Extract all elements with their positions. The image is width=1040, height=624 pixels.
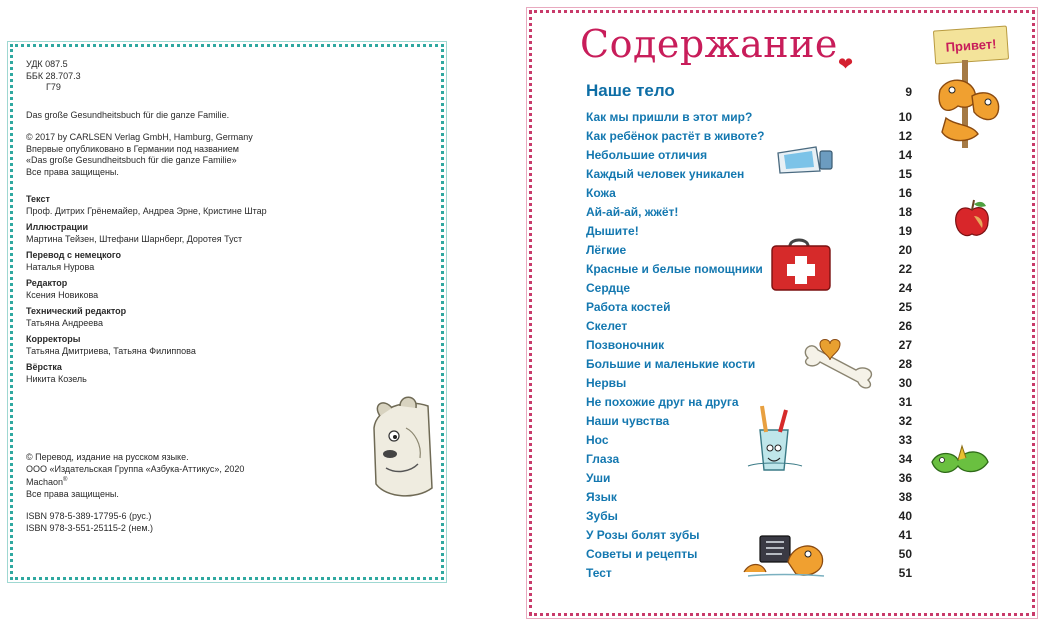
green-dragon-illustration [928, 440, 992, 480]
rights-line: Все права защищены. [26, 166, 119, 177]
toc-entry[interactable] [586, 126, 912, 145]
toc-entry-title[interactable]: Сердце [586, 280, 631, 295]
toc-entry-title[interactable]: Уши [586, 470, 611, 485]
contents-title: Содержание [580, 22, 838, 66]
credits-list [26, 194, 316, 385]
credit-entry [26, 306, 316, 329]
toc-entry-title[interactable]: Глаза [586, 451, 620, 466]
toc-entry[interactable] [586, 164, 912, 183]
greeting-sign [933, 25, 1009, 64]
toc-entry-page: 34 [898, 451, 912, 466]
dragon-xray-illustration [742, 532, 828, 580]
toc-entry-title[interactable]: Работа костей [586, 299, 671, 314]
toc-entry[interactable] [586, 316, 912, 335]
toc-entry[interactable] [586, 297, 912, 316]
toc-entry-title[interactable]: Нервы [586, 375, 627, 390]
toc-entry-page: 51 [898, 565, 912, 580]
credit-label: Технический редактор [26, 306, 127, 316]
toc-entry[interactable] [586, 278, 912, 297]
toc-entry-page: 38 [898, 489, 912, 504]
credit-entry [26, 222, 316, 245]
toc-entry-page: 26 [898, 318, 912, 333]
toc-entry-title[interactable]: У Розы болят зубы [586, 527, 700, 542]
dragon-on-pole-illustration [928, 60, 1008, 150]
peeking-dog-illustration [366, 388, 438, 508]
toc-entry-page: 40 [898, 508, 912, 523]
toc-entry-title[interactable]: Язык [586, 489, 617, 504]
isbn-german: ISBN 978-3-551-25115-2 (нем.) [26, 522, 154, 533]
first-aid-kit-illustration [768, 236, 834, 294]
toc-entry-title[interactable]: Как мы пришли в этот мир? [586, 109, 753, 124]
toc-entry-page: 31 [898, 394, 912, 409]
toc-section-title[interactable]: Наше тело [586, 81, 675, 100]
toc-section-page: 9 [905, 85, 912, 99]
credit-label: Перевод с немецкого [26, 250, 122, 260]
toc-entry-title[interactable]: Позвоночник [586, 337, 665, 352]
copyright-line: © 2017 by CARLSEN Verlag GmbH, Hamburg, Germany [26, 132, 253, 142]
credit-entry [26, 362, 316, 385]
toc-entry-page: 20 [898, 242, 912, 257]
toothbrush-cup-illustration [744, 404, 804, 474]
toc-entry-title[interactable]: Дышите! [586, 223, 639, 238]
toc-entry-page: 15 [898, 166, 912, 181]
toc-entry-page: 25 [898, 299, 912, 314]
credit-label: Редактор [26, 278, 68, 288]
credit-entry [26, 278, 316, 301]
toc-entry-page: 12 [898, 128, 912, 143]
toc-entry-page: 36 [898, 470, 912, 485]
toc-entry[interactable] [586, 183, 912, 202]
toc-entry[interactable] [586, 240, 912, 259]
toc-entry-page: 18 [898, 204, 912, 219]
toc-entry[interactable] [586, 487, 912, 506]
imprint-block [26, 59, 316, 534]
toc-entry-title[interactable]: Как ребёнок растёт в животе? [586, 128, 765, 143]
author-code: Г79 [46, 82, 61, 92]
credit-entry [26, 250, 316, 273]
credit-value: Наталья Нурова [26, 261, 95, 272]
toc-entry-title[interactable]: Большие и маленькие кости [586, 356, 756, 371]
toc-entry[interactable] [586, 145, 912, 164]
toc-entry-page: 14 [898, 147, 912, 162]
greeting-sign-text: Привет! [945, 35, 997, 55]
toc-entry-page: 16 [898, 185, 912, 200]
toc-entry-page: 50 [898, 546, 912, 561]
isbn-russian: ISBN 978-5-389-17795-6 (рус.) [26, 511, 152, 521]
toc-entry[interactable] [586, 506, 912, 525]
toc-entry[interactable] [586, 221, 912, 240]
toc-entry-title[interactable]: Советы и рецепты [586, 546, 698, 561]
toc-entry-title[interactable]: Лёгкие [586, 242, 627, 257]
credit-value: Ксения Новикова [26, 289, 99, 300]
toc-entry-page: 41 [898, 527, 912, 542]
toc-entry-page: 10 [898, 109, 912, 124]
toc-entry[interactable] [586, 107, 912, 126]
toc-entry-page: 22 [898, 261, 912, 276]
bone-illustration [798, 336, 880, 392]
toc-entry-title[interactable]: Нос [586, 432, 609, 447]
heart-icon: ❤ [838, 54, 854, 74]
toc-entry-page: 24 [898, 280, 912, 295]
credit-entry [26, 334, 316, 357]
bbk-code: ББК 28.707.3 [26, 70, 81, 81]
udk-code: УДК 087.5 [26, 59, 68, 69]
imprint-name: Machaon® [26, 477, 68, 487]
published-line-1: Впервые опубликовано в Германии под названием [26, 143, 239, 154]
credit-value: Мартина Тейзен, Штефани Шарнберг, Доротея Туст [26, 233, 243, 244]
toc-entry-page: 28 [898, 356, 912, 371]
published-line-2: «Das große Gesundheitsbuch für die ganze Familie» [26, 155, 237, 165]
toc-entry-page: 32 [898, 413, 912, 428]
toc-entry-title[interactable]: Не похожие друг на друга [586, 394, 739, 409]
apple-illustration [952, 198, 992, 240]
toc-entry-page: 27 [898, 337, 912, 352]
toc-entry-title[interactable]: Небольшие отличия [586, 147, 708, 162]
toc-entry-title[interactable]: Каждый человек уникален [586, 166, 745, 181]
toc-entry-title[interactable]: Зубы [586, 508, 618, 523]
toc-entry-title[interactable]: Ай-ай-ай, жжёт! [586, 204, 679, 219]
credit-value: Татьяна Андреева [26, 317, 103, 328]
toc-entry-title[interactable]: Скелет [586, 318, 628, 333]
toc-entry-title[interactable]: Наши чувства [586, 413, 670, 428]
footer-rights: Все права защищены. [26, 488, 119, 499]
toc-entry-page: 33 [898, 432, 912, 447]
toc-entry-title[interactable]: Тест [586, 565, 612, 580]
toc-entry-title[interactable]: Красные и белые помощники [586, 261, 763, 276]
publisher-line: ООО «Издательская Группа «Азбука-Аттикус», 2020 [26, 463, 245, 474]
toc-entry-page: 30 [898, 375, 912, 390]
credit-value: Никита Козель [26, 373, 87, 384]
toothpaste-tube-illustration [772, 143, 836, 177]
credit-label: Вёрстка [26, 362, 62, 372]
toc-entry[interactable] [586, 259, 912, 278]
toc-entry-title[interactable]: Кожа [586, 185, 616, 200]
toc-entry[interactable] [586, 202, 912, 221]
credit-value: Проф. Дитрих Грёнемайер, Андреа Эрне, Кристине Штар [26, 205, 267, 216]
credit-value: Татьяна Дмитриева, Татьяна Филиппова [26, 345, 196, 356]
credit-label: Корректоры [26, 334, 81, 344]
original-title: Das große Gesundheitsbuch für die ganze Familie. [26, 109, 230, 120]
credit-label: Иллюстрации [26, 222, 88, 232]
toc-entry-page: 19 [898, 223, 912, 238]
credit-label: Текст [26, 194, 50, 204]
credit-entry [26, 194, 316, 217]
translation-copyright: © Перевод, издание на русском языке. [26, 452, 189, 462]
